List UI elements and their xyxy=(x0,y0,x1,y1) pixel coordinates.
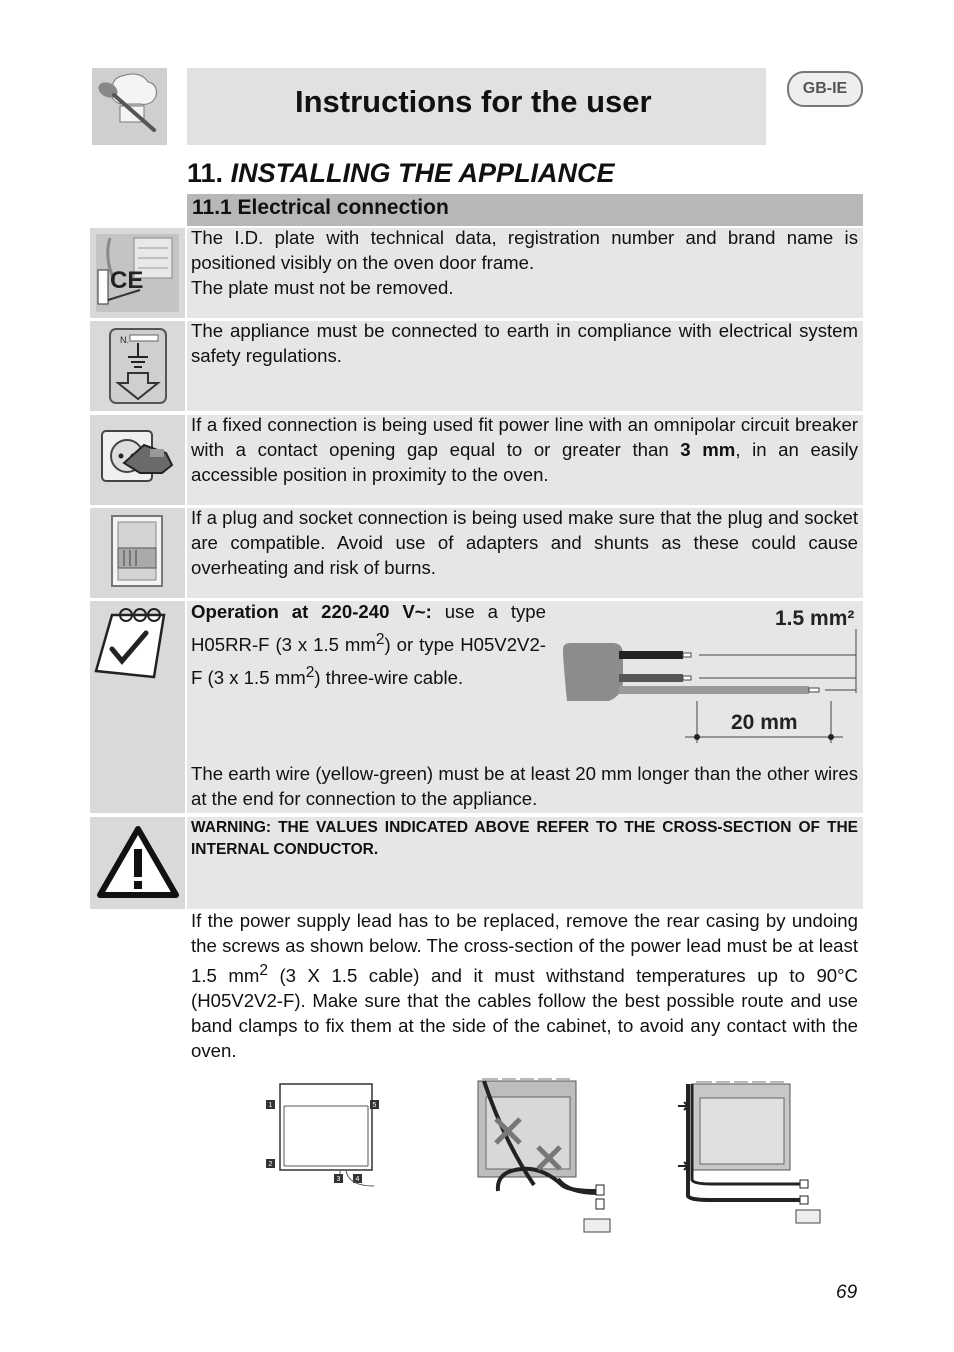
rear-casing-screws-figure xyxy=(262,1080,382,1190)
operation-text-b: ) or type H05V2V2-F (3 x 1.5 mm xyxy=(191,634,546,689)
fixed-text-a: If a fixed connection is being used fit power line with an omnipolar circuit breaker with a contact opening gap equal to or greater than xyxy=(191,414,858,460)
screw-1: 1 xyxy=(268,1102,273,1109)
wall-socket-icon xyxy=(90,508,185,598)
screw-2: 2 xyxy=(268,1161,273,1168)
fixed-icon-box xyxy=(90,415,185,505)
earth-wire-text: The earth wire (yellow-green) must be at least 20 mm longer than the other wires at the end for connection to the appliance. xyxy=(191,763,858,809)
earth-symbol-icon xyxy=(90,321,185,411)
id-plate-text: The I.D. plate with technical data, registration number and brand name is positioned visibly on the oven door frame. xyxy=(191,227,858,273)
language-badge: GB-IE xyxy=(787,71,863,107)
length-label: 20 mm xyxy=(731,711,798,734)
fixed-text xyxy=(191,412,858,487)
earth-text-box xyxy=(187,321,863,411)
superscript-2b: 2 xyxy=(305,664,315,682)
warning-icon-box xyxy=(90,817,185,909)
wrong-cable-route-figure xyxy=(468,1075,618,1235)
fixed-text-b: , in an easily accessible position in proximity to the oven. xyxy=(191,439,858,485)
superscript-2: 2 xyxy=(375,631,385,648)
section-name: INSTALLING THE APPLIANCE xyxy=(230,158,615,188)
replacement-text-b: (3 X 1.5 cable) and it must withstand temperatures up to 90°C (H05V2V2-F). Make sure that the cables follow the best possible route and use band clamps to fix them at the side of the cabinet, to avoid any contact with the oven. xyxy=(191,965,858,1062)
operation-text-a: use a type H05RR-F (3 x 1.5 mm xyxy=(191,601,546,656)
warning-text-box xyxy=(187,817,863,909)
page-number: 69 xyxy=(836,1282,858,1303)
operation-voltage: Operation at 220-240 V~: xyxy=(191,601,432,622)
fixed-text-box xyxy=(187,415,863,505)
ce-plate-icon xyxy=(90,228,185,318)
section-number: 11. xyxy=(187,158,224,188)
cross-section-label: 1.5 mm² xyxy=(775,607,855,630)
id-plate-text-box xyxy=(187,228,863,318)
operation-text-box xyxy=(187,601,863,813)
spoon-chef-hat-icon xyxy=(92,68,167,145)
plug-text: If a plug and socket connection is being used make sure that the plug and socket are compatible. Avoid use of adapters and shunts as these could cause overheating and risk of burns. xyxy=(191,507,858,578)
id-plate-icon-box xyxy=(90,228,185,318)
plug-icon-box xyxy=(90,508,185,598)
page-title: Instructions for the user xyxy=(295,84,652,119)
plug-text-box xyxy=(187,508,863,598)
socket-plug-icon xyxy=(90,415,185,505)
warning-triangle-icon xyxy=(90,817,185,909)
earth-text: The appliance must be connected to earth in compliance with electrical system safety regulations. xyxy=(191,320,858,366)
correct-cable-route-figure xyxy=(672,1078,832,1228)
notepad-check-icon xyxy=(90,601,185,691)
superscript-2c: 2 xyxy=(259,962,268,979)
svg-text:N.: N. xyxy=(120,335,129,345)
subsection-title: 11.1 Electrical connection xyxy=(192,196,449,219)
replacement-text xyxy=(191,908,858,1063)
replacement-text-a: If the power supply lead has to be replaced, remove the rear casing by undoing the screws as shown below. The cross-section of the power lead must be at least 1.5 mm xyxy=(191,910,858,987)
warning-text: WARNING: THE VALUES INDICATED ABOVE REFER TO THE CROSS-SECTION OF THE INTERNAL CONDUCTOR. xyxy=(191,819,858,858)
section-title xyxy=(187,158,615,189)
screw-3: 3 xyxy=(336,1176,341,1183)
screw-5: 5 xyxy=(372,1102,377,1109)
cable-diagram xyxy=(553,601,863,751)
gap-value: 3 mm xyxy=(680,439,736,460)
logo xyxy=(92,68,167,145)
subsection-bar xyxy=(187,194,863,226)
operation-text xyxy=(191,598,546,692)
operation-icon-box xyxy=(90,601,185,813)
id-plate-note: The plate must not be removed. xyxy=(191,277,454,298)
operation-text-c: ) three-wire cable. xyxy=(314,667,464,689)
screw-4: 4 xyxy=(355,1176,360,1183)
earth-icon-box xyxy=(90,321,185,411)
svg-text:CE: CE xyxy=(110,267,144,294)
